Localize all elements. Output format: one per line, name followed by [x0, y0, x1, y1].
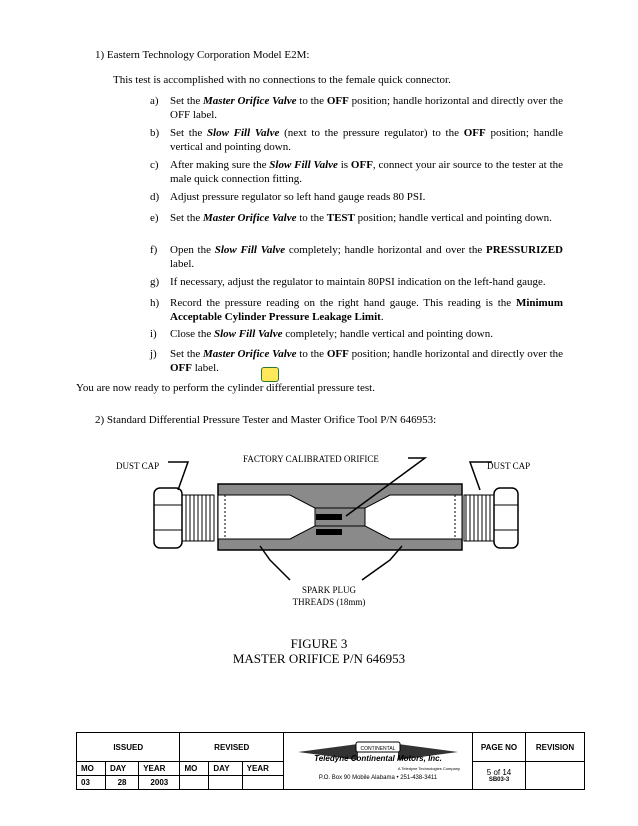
section1-heading: 1) Eastern Technology Corporation Model E2M:: [95, 49, 310, 61]
step-text: Set the Master Orifice Valve to the OFF position; handle horizontal and directly over the OFF label.: [170, 348, 564, 374]
label-dust-cap-left: DUST CAP: [116, 461, 160, 471]
step-label: f): [150, 244, 158, 256]
label-dust-cap-right: DUST CAP: [487, 461, 531, 471]
page-no-cell: [473, 762, 526, 790]
footer-table: [76, 732, 585, 790]
step-label: d): [150, 191, 160, 203]
dust-cap-right: [464, 488, 518, 548]
step-label: e): [150, 212, 159, 224]
step-text: Open the Slow Fill Valve completely; handle horizontal and over the PRESSURIZED label.: [170, 244, 563, 270]
page-no-header: PAGE NO: [473, 733, 526, 762]
page-number: 5 of 14: [486, 768, 512, 778]
step-label: i): [150, 328, 157, 340]
revised-year: [242, 776, 283, 790]
step-text: Record the pressure reading on the right hand gauge. This reading is the Minimum Acceptable Cylinder Pressure Leakage Limit.: [170, 297, 563, 323]
step-text: After making sure the Slow Fill Valve is OFF, connect your air source to the tester at the male quick connection fitting.: [170, 159, 564, 185]
step-text: Set the Slow Fill Valve (next to the pressure regulator) to the OFF position; handle vertical and pointing down.: [170, 127, 564, 153]
col-year: YEAR: [242, 762, 283, 776]
revised-header: REVISED: [180, 733, 284, 762]
comment-note-icon[interactable]: [261, 367, 279, 382]
revised-day: [209, 776, 242, 790]
issued-month: 03: [77, 776, 106, 790]
label-orifice: FACTORY CALIBRATED ORIFICE: [243, 454, 379, 464]
label-spark-plug: SPARK PLUG: [302, 585, 356, 595]
col-day: DAY: [209, 762, 242, 776]
logo-subtitle: A Teledyne Technologies Company: [397, 766, 460, 771]
continental-logo-icon: [288, 740, 468, 764]
ready-text: You are now ready to perform the cylinder differential pressure test.: [76, 382, 375, 394]
step-label: a): [150, 95, 159, 107]
step-label: j): [150, 348, 157, 360]
col-mo: MO: [77, 762, 106, 776]
col-day: DAY: [105, 762, 138, 776]
figure-number: FIGURE 3: [290, 636, 348, 651]
step-label: g): [150, 276, 160, 288]
step-text: Close the Slow Fill Valve completely; handle vertical and pointing down.: [170, 328, 493, 340]
step-text: Adjust pressure regulator so left hand gauge reads 80 PSI.: [170, 191, 426, 203]
logo-badge: CONTINENTAL: [360, 746, 396, 752]
document-code: SB03-3: [488, 777, 510, 784]
figure-title: MASTER ORIFICE P/N 646953: [232, 651, 406, 666]
revision-cell: [526, 762, 585, 790]
company-address: P.O. Box 90 Mobile Alabama • 251-438-3411: [318, 775, 438, 781]
step-text: If necessary, adjust the regulator to maintain 80PSI indication on the left-hand gauge.: [170, 276, 546, 288]
dust-cap-left: [154, 488, 214, 548]
revised-month: [180, 776, 209, 790]
master-orifice-drawing: [140, 450, 520, 600]
orifice-body: [218, 484, 462, 550]
col-year: YEAR: [139, 762, 180, 776]
revision-header: REVISION: [526, 733, 585, 762]
step-label: h): [150, 297, 160, 309]
step-label: c): [150, 159, 159, 171]
section2-heading: 2) Standard Differential Pressure Tester and Master Orifice Tool P/N 646953:: [95, 414, 437, 426]
step-label: b): [150, 127, 160, 139]
col-mo: MO: [180, 762, 209, 776]
issued-year: 2003: [139, 776, 180, 790]
issued-header: ISSUED: [77, 733, 180, 762]
logo-name: Teledyne Continental Motors, Inc.: [314, 754, 442, 763]
issued-day: 28: [105, 776, 138, 790]
section1-intro: This test is accomplished with no connections to the female quick connector.: [113, 74, 451, 86]
label-threads: THREADS (18mm): [292, 597, 366, 607]
step-text: Set the Master Orifice Valve to the TEST position; handle vertical and pointing down.: [170, 212, 552, 224]
step-text: Set the Master Orifice Valve to the OFF position; handle horizontal and directly over the OFF label.: [170, 95, 564, 121]
company-logo-cell: [284, 733, 473, 790]
